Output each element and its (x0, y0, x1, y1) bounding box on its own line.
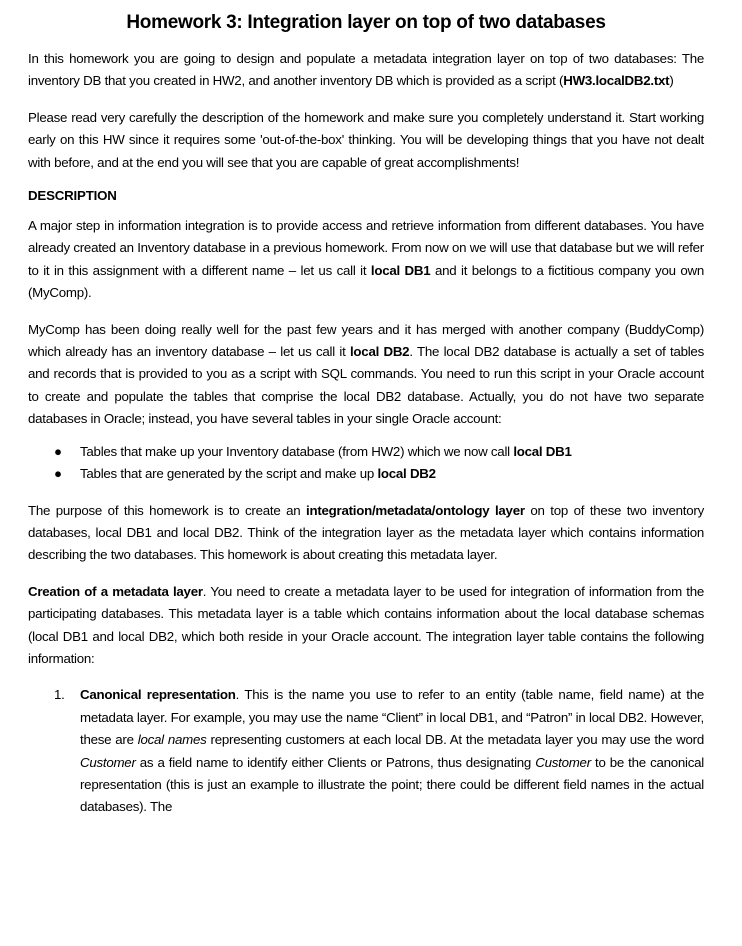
metadata-layer-paragraph (28, 581, 704, 671)
italic-term: Customer (535, 754, 591, 770)
bullet-icon: ● (54, 466, 62, 482)
text: to be the canonical representation (this is just an example to illustrate the point; there could be different field names in the actual databases). The (80, 754, 704, 815)
tables-bullet-list (28, 441, 704, 486)
text: Tables that are generated by the script and make up (80, 466, 378, 482)
list-number: 1. (54, 687, 65, 703)
text: . You need to create a metadata layer to be used for integration of information from the participating databases. This metadata layer is a table which contains information about the local database schemas (local DB1 and local DB2, which both reside in your Oracle account. The integration layer table contains the following information: (28, 583, 704, 666)
text: MyComp has been doing really well for the past few years and it has merged with another company (BuddyComp) which already has an inventory database – let us call it (28, 321, 704, 360)
bold-term: local DB2 (377, 466, 436, 482)
bold-term: integration/metadata/ontology layer (306, 502, 525, 518)
page-title: Homework 3: Integration layer on top of two databases (126, 12, 606, 33)
bullet-item (54, 463, 704, 485)
purpose-paragraph (28, 500, 704, 567)
bold-term: local DB1 (513, 443, 572, 459)
bullet-item (54, 441, 704, 463)
bold-term: Canonical representation (80, 687, 236, 703)
numbered-list (28, 684, 704, 818)
italic-term: local names (137, 732, 207, 748)
intro-paragraph (28, 48, 704, 93)
section-heading-description: DESCRIPTION (28, 188, 117, 204)
text: In this homework you are going to design and populate a metadata integration layer on top of two databases: The inventory DB that you created in HW2, and another inventory DB which is provided as a script ( (28, 51, 704, 89)
text: representing customers at each local DB. At the metadata layer you may use the word (206, 732, 704, 748)
text: ) (669, 73, 674, 89)
bold-term: Creation of a metadata layer (28, 583, 203, 599)
text: . The local DB2 database is actually a set of tables and records that is provided to you as a script with SQL commands. You need to run this script in your Oracle account to create and populate the tables that comprise the local DB2 database. Actually, you do not have two separate databases in Oracle; instead, you have several tables in your single Oracle account: (28, 344, 704, 427)
merger-paragraph (28, 319, 704, 431)
bullet-icon: ● (54, 443, 62, 459)
bold-term: local DB2 (349, 344, 410, 360)
italic-term: Customer (80, 754, 136, 770)
text: . This is the name you use to refer to an entity (table name, field name) at the metadata layer. For example, you may use the name “Client” in local DB1, and “Patron” in local DB2. However, these are (80, 687, 704, 748)
description-paragraph (28, 215, 704, 305)
text: Tables that make up your Inventory database (from HW2) which we now call (80, 443, 514, 459)
instructions-paragraph: Please read very carefully the description of the homework and make sure you completely understand it. Start working early on this HW since it requires some 'out-of-the-box' thinking. You will be developing things that you have not dealt with before, and at the end you will see that you are capable of great accomplishments! (28, 109, 704, 170)
text: on top of these two inventory databases, local DB1 and local DB2. Think of the integration layer as the metadata layer which contains information describing the two databases. This homework is about creating this metadata layer. (28, 502, 704, 563)
bold-term: local DB1 (370, 262, 431, 278)
text: The purpose of this homework is to create an (28, 502, 307, 518)
text: and it belongs to a fictitious company you own (MyComp). (28, 262, 705, 301)
text: as a field name to identify either Clients or Patrons, thus designating (135, 754, 536, 770)
script-filename: HW3.localDB2.txt (563, 73, 670, 89)
text: A major step in information integration is to provide access and retrieve information from different databases. You have already created an Inventory database in a previous homework. From now on we will use that database but we will refer to it in this assignment with a different name – let us call it (28, 218, 704, 278)
list-item-canonical-representation (54, 684, 704, 818)
